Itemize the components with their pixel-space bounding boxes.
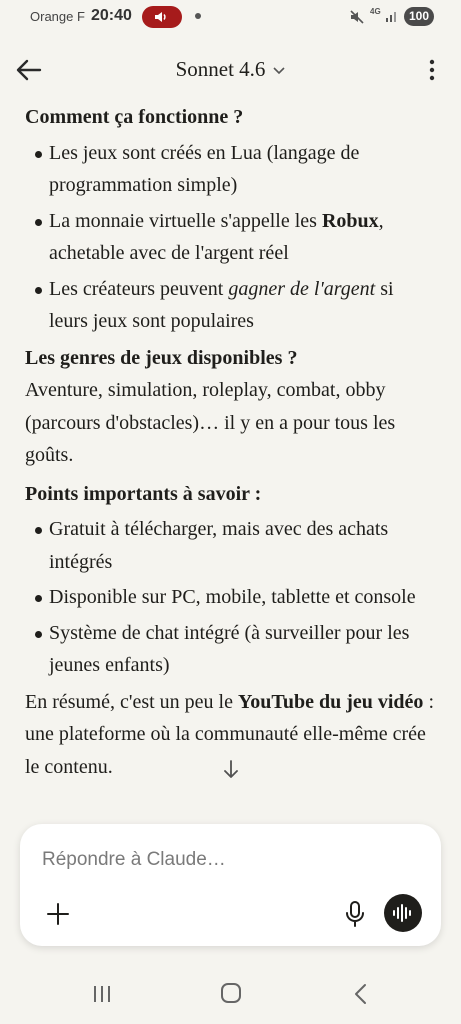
- how-it-works-list: [25, 137, 437, 338]
- message-composer: [20, 824, 441, 946]
- battery-indicator: 100: [404, 7, 434, 26]
- model-name: Sonnet 4.6: [175, 57, 266, 81]
- important-points-list: [25, 513, 437, 682]
- more-vertical-icon[interactable]: [424, 58, 440, 82]
- signal-icon: [385, 9, 399, 23]
- system-back-icon[interactable]: [353, 983, 367, 1005]
- heading-important-points: Points importants à savoir :: [25, 482, 262, 505]
- system-navigation-bar: [0, 966, 461, 1024]
- speaker-icon: [154, 10, 170, 24]
- mute-icon: [350, 10, 364, 24]
- ongoing-audio-pill[interactable]: [142, 6, 182, 28]
- microphone-icon[interactable]: [344, 900, 366, 928]
- list-item: La monnaie virtuelle s'appelle les Robux, achetable avec de l'argent réel: [49, 205, 437, 270]
- clock: 20:40: [91, 7, 132, 24]
- genres-paragraph: Aventure, simulation, roleplay, combat, obby (parcours d'obstacles)… il y en a pour tous les goûts.: [25, 379, 396, 466]
- list-item: Les créateurs peuvent gagner de l'argent si leurs jeux sont populaires: [49, 273, 437, 338]
- list-item: Disponible sur PC, mobile, tablette et console: [49, 581, 437, 614]
- summary-paragraph: En résumé, c'est un peu le YouTube du jeu vidéo : une plateforme où la communauté elle-même crée le contenu.: [25, 690, 434, 778]
- scroll-to-bottom-button[interactable]: [213, 752, 249, 788]
- voice-mode-button[interactable]: [384, 894, 422, 932]
- home-button[interactable]: [221, 983, 241, 1003]
- arrow-down-icon: [223, 760, 239, 780]
- recent-apps-icon[interactable]: [92, 984, 112, 1004]
- list-item: Gratuit à télécharger, mais avec des achats intégrés: [49, 513, 437, 578]
- plus-icon[interactable]: [46, 902, 70, 926]
- reply-input[interactable]: [42, 846, 412, 874]
- list-item: Système de chat intégré (à surveiller pour les jeunes enfants): [49, 617, 437, 682]
- heading-genres: Les genres de jeux disponibles ?: [25, 346, 298, 369]
- voice-waveform-icon: [392, 903, 414, 923]
- app-header: [0, 40, 461, 98]
- notification-dot-icon: [195, 13, 201, 19]
- list-item: Les jeux sont créés en Lua (langage de programmation simple): [49, 137, 437, 202]
- network-type-label: 4G: [370, 7, 381, 16]
- model-selector[interactable]: [0, 57, 461, 82]
- carrier-label: Orange F: [30, 9, 85, 24]
- heading-how-it-works: Comment ça fonctionne ?: [25, 106, 244, 128]
- chevron-down-icon: [273, 67, 285, 75]
- status-bar: [0, 0, 461, 34]
- assistant-message: [25, 101, 437, 789]
